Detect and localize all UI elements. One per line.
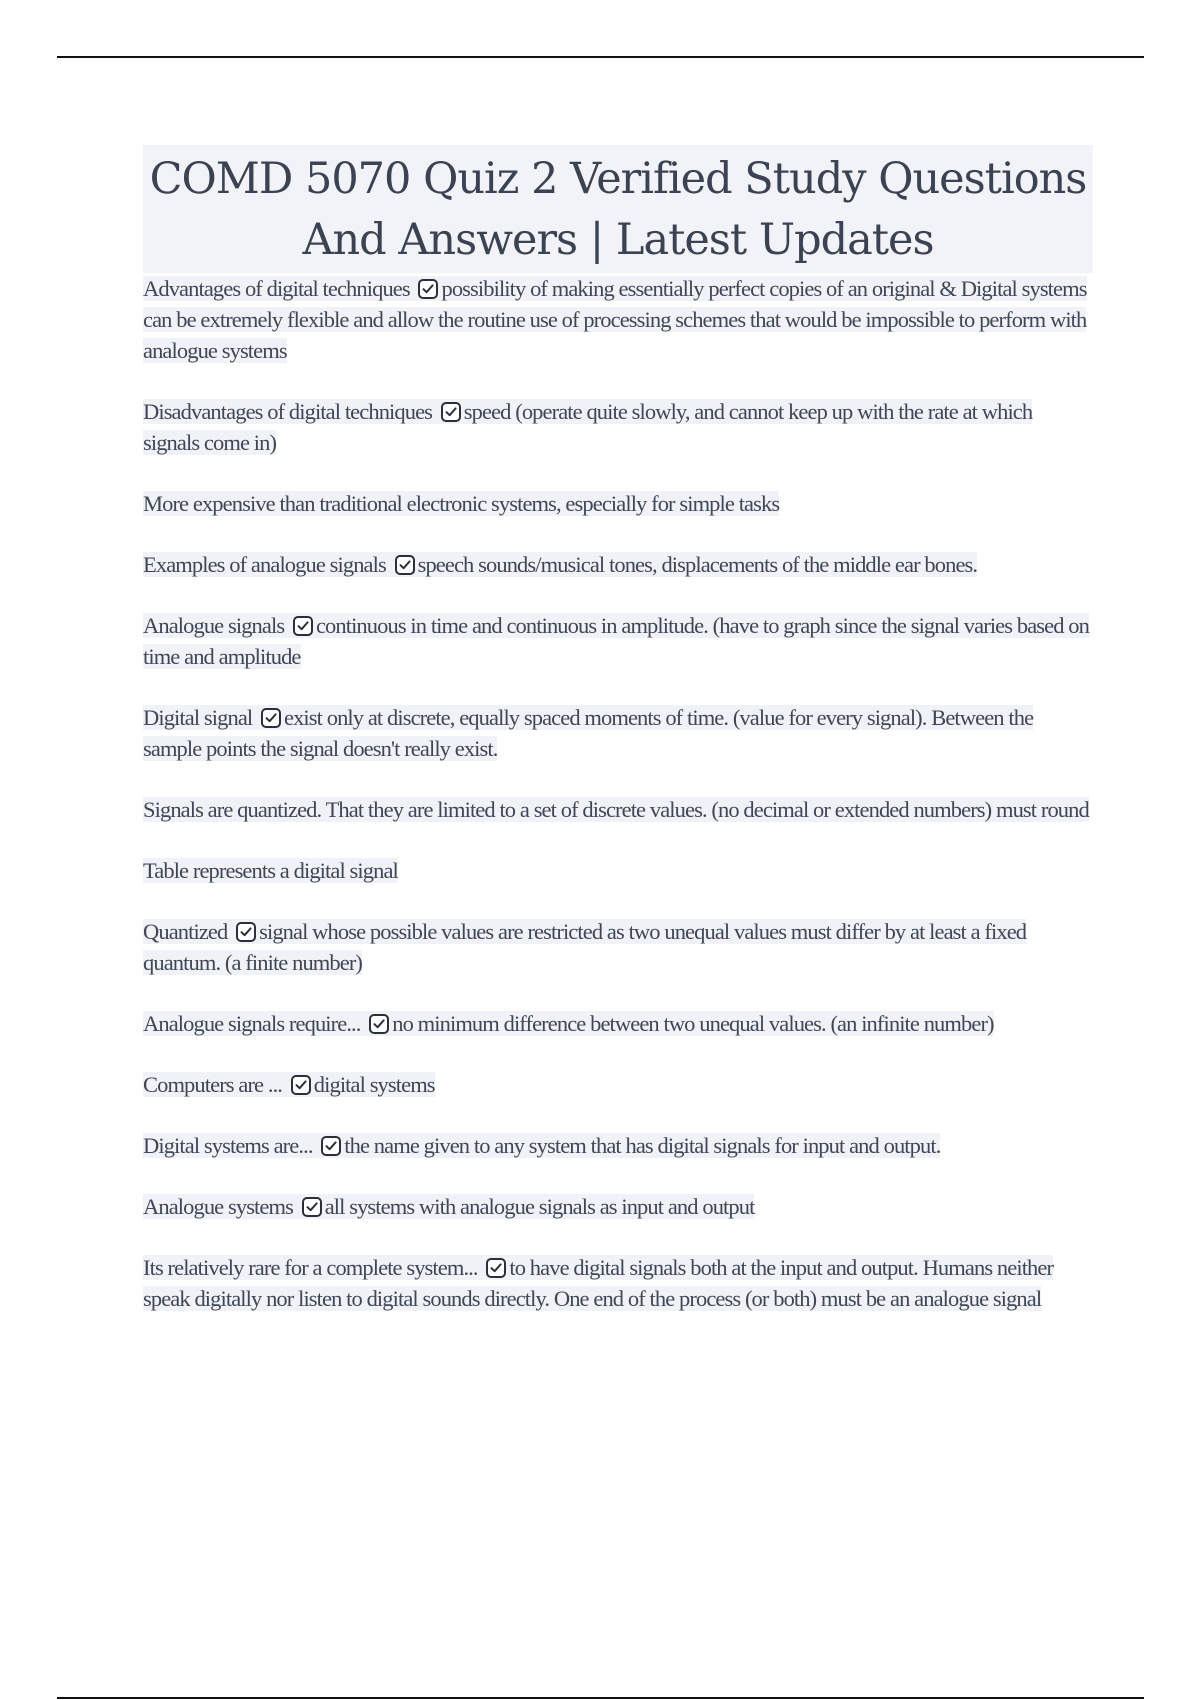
answer-text: speech sounds/musical tones, displacements of the middle ear bones. (417, 552, 978, 577)
question-text: Disadvantages of digital techniques (143, 399, 433, 424)
document-title: COMD 5070 Quiz 2 Verified Study Questions And Answers | Latest Updates (143, 145, 1093, 273)
qa-item (143, 702, 1093, 764)
answer-text: continuous in time and continuous in amplitude. (have to graph since the signal varies based on time and amplitude (143, 613, 1089, 669)
qa-item (143, 916, 1093, 978)
checkbox-checked-icon (291, 1075, 311, 1095)
qa-list (143, 273, 1093, 1314)
checkbox-checked-icon (302, 1197, 322, 1217)
qa-item (143, 610, 1093, 672)
question-text: Digital signal (143, 705, 253, 730)
note-text: Table represents a digital signal (143, 858, 398, 883)
note-text: Signals are quantized. That they are limited to a set of discrete values. (no decimal or extended numbers) must round (143, 797, 1089, 822)
qa-item (143, 273, 1093, 366)
top-rule (57, 56, 1144, 58)
question-text: Analogue signals (143, 613, 285, 638)
question-text: Examples of analogue signals (143, 552, 386, 577)
answer-text: all systems with analogue signals as input and output (324, 1194, 755, 1219)
checkbox-checked-icon (236, 922, 256, 942)
answer-text: to have digital signals both at the input and output. Humans neither speak digitally nor listen to digital sounds directly. One end of the process (or both) must be an analogue signal (143, 1255, 1054, 1311)
question-text: Analogue systems (143, 1194, 293, 1219)
qa-item (143, 1069, 1093, 1100)
question-text: Digital systems are... (143, 1133, 313, 1158)
qa-item (143, 1252, 1093, 1314)
qa-item (143, 1130, 1093, 1161)
checkbox-checked-icon (441, 402, 461, 422)
question-text: Its relatively rare for a complete system... (143, 1255, 478, 1280)
checkbox-checked-icon (395, 555, 415, 575)
checkbox-checked-icon (486, 1258, 506, 1278)
document-body (143, 145, 1093, 1344)
checkbox-checked-icon (321, 1136, 341, 1156)
qa-item (143, 855, 1093, 886)
answer-text: possibility of making essentially perfect copies of an original & Digital systems can be extremely flexible and allow the routine use of processing schemes that would be impossible to perform with analogue systems (143, 276, 1087, 363)
qa-item (143, 1008, 1093, 1039)
answer-text: speed (operate quite slowly, and cannot keep up with the rate at which signals come in) (143, 399, 1033, 455)
qa-item (143, 794, 1093, 825)
qa-item (143, 1191, 1093, 1222)
answer-text: signal whose possible values are restricted as two unequal values must differ by at least a fixed quantum. (a finite number) (143, 919, 1027, 975)
note-text: More expensive than traditional electronic systems, especially for simple tasks (143, 491, 780, 516)
question-text: Computers are ... (143, 1072, 283, 1097)
question-text: Analogue signals require... (143, 1011, 361, 1036)
checkbox-checked-icon (293, 616, 313, 636)
checkbox-checked-icon (418, 279, 438, 299)
answer-text: the name given to any system that has digital signals for input and output. (344, 1133, 941, 1158)
answer-text: digital systems (313, 1072, 435, 1097)
bottom-rule (57, 1697, 1144, 1699)
qa-item (143, 396, 1093, 458)
qa-item (143, 488, 1093, 519)
answer-text: exist only at discrete, equally spaced moments of time. (value for every signal). Between the sample points the signal doesn't really exist. (143, 705, 1034, 761)
answer-text: no minimum difference between two unequal values. (an infinite number) (392, 1011, 994, 1036)
qa-item (143, 549, 1093, 580)
question-text: Advantages of digital techniques (143, 276, 410, 301)
checkbox-checked-icon (261, 708, 281, 728)
checkbox-checked-icon (369, 1014, 389, 1034)
question-text: Quantized (143, 919, 228, 944)
